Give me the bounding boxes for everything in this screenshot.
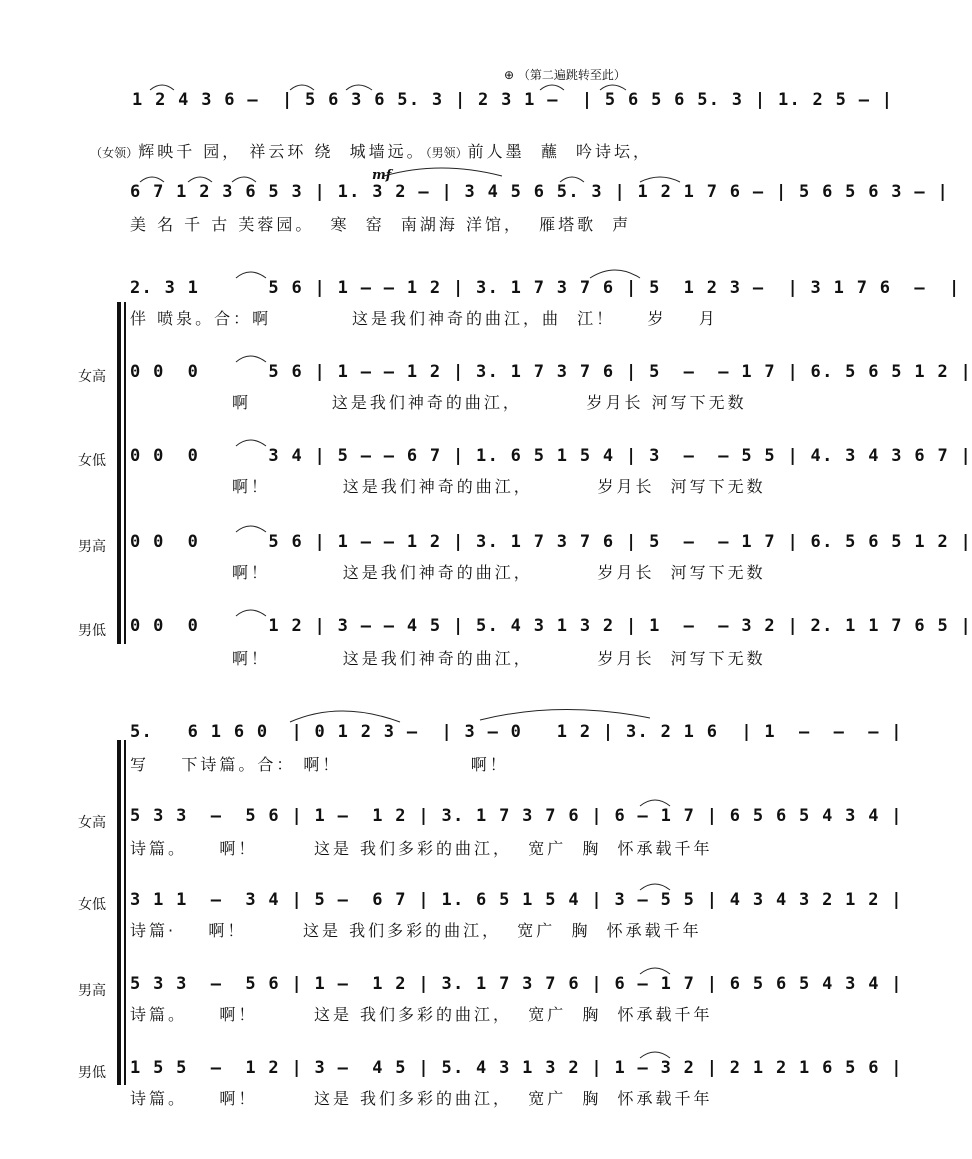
section3-alto-lyrics: 啊！ 这是我们神奇的曲江， 岁月长 河写下无数 (232, 477, 766, 496)
section4-soprano-lyrics: 诗篇。 啊！ 这是 我们多彩的曲江， 宽广 胸 怀承载千年 (130, 839, 713, 858)
dynamic-mf: mf (372, 168, 392, 183)
section4-tenor-notes: 5 3 3 – 5 6 | 1 – 1 2 | 3. 1 7 3 7 6 | 6 – 1 7 | 6 5 6 5 4 3 4 | (130, 974, 903, 994)
part-label-alto: 女低 (78, 453, 106, 469)
part-label-tenor: 男高 (78, 539, 106, 555)
part-label-tenor-2: 男高 (78, 983, 106, 999)
part-label-alto-2: 女低 (78, 897, 106, 913)
section3-bass-lyrics: 啊！ 这是我们神奇的曲江， 岁月长 河写下无数 (232, 649, 766, 668)
section2-notes: 6 7 1 2 3 6 5 3 | 1. 3 2 – | 3 4 5 6 5. 3 | 1 2 1 7 6 – | 5 6 5 6 3 – | (130, 182, 949, 202)
part-label-bass: 男低 (78, 623, 106, 639)
section3-lead-notes: 2. 3 1 5 6 | 1 – – 1 2 | 3. 1 7 3 7 6 | 5 1 2 3 – | 3 1 7 6 – | (130, 278, 961, 298)
section4-lead-lyrics: 写 下诗篇。合： 啊！ 啊！ (130, 755, 509, 774)
section2-lyrics: 美 名 千 古 芙蓉园。 寒 窑 南湖海 洋馆， 雁塔歌 声 (130, 215, 632, 234)
coda-text: （第二遍跳转至此） (517, 68, 626, 82)
section4-bass-notes: 1 5 5 – 1 2 | 3 – 4 5 | 5. 4 3 1 3 2 | 1 – 3 2 | 2 1 2 1 6 5 6 | (130, 1058, 903, 1078)
section4-lead-notes: 5. 6 1 6 0 | 0 1 2 3 – | 3 – 0 1 2 | 3. 2 1 6 | 1 – – – | (130, 722, 903, 742)
section1-lyric-b: 前人墨 蘸 吟诗坛， (467, 142, 652, 161)
male-lead-label: （男领） (425, 146, 468, 160)
part-label-soprano-2: 女高 (78, 815, 106, 831)
section3-bass-notes: 0 0 0 1 2 | 3 – – 4 5 | 5. 4 3 1 3 2 | 1 – – 3 2 | 2. 1 1 7 6 5 | (130, 616, 972, 636)
section3-soprano-lyrics: 啊 这是我们神奇的曲江， 岁月长 河写下无数 (232, 393, 747, 412)
section3-tenor-notes: 0 0 0 5 6 | 1 – – 1 2 | 3. 1 7 3 7 6 | 5 – – 1 7 | 6. 5 6 5 1 2 | (130, 532, 972, 552)
section3-tenor-lyrics: 啊！ 这是我们神奇的曲江， 岁月长 河写下无数 (232, 563, 766, 582)
section1-lyric-a: 辉映千 园， 祥云环 绕 城墙远。 (138, 142, 426, 161)
section4-soprano-notes: 5 3 3 – 5 6 | 1 – 1 2 | 3. 1 7 3 7 6 | 6 – 1 7 | 6 5 6 5 4 3 4 | (130, 806, 903, 826)
section3-alto-notes: 0 0 0 3 4 | 5 – – 6 7 | 1. 6 5 1 5 4 | 3 – – 5 5 | 4. 3 4 3 6 7 | (130, 446, 972, 466)
section4-alto-notes: 3 1 1 – 3 4 | 5 – 6 7 | 1. 6 5 1 5 4 | 3 – 5 5 | 4 3 4 3 2 1 2 | (130, 890, 903, 910)
female-lead-label: （女领） (90, 146, 139, 160)
section4-tenor-lyrics: 诗篇。 啊！ 这是 我们多彩的曲江， 宽广 胸 怀承载千年 (130, 1005, 713, 1024)
section4-bass-lyrics: 诗篇。 啊！ 这是 我们多彩的曲江， 宽广 胸 怀承载千年 (130, 1089, 713, 1108)
coda-icon: ⊕ (504, 68, 515, 82)
section3-soprano-notes: 0 0 0 5 6 | 1 – – 1 2 | 3. 1 7 3 7 6 | 5 – – 1 7 | 6. 5 6 5 1 2 | (130, 362, 972, 382)
section1-notes: 1 2 4 3 6 – | 5 6 3 6 5. 3 | 2 3 1 – | 5 6 5 6 5. 3 | 1. 2 5 – | (132, 90, 894, 110)
section3-lead-lyrics: 伴 喷泉。合：啊 这是我们神奇的曲江，曲 江！ 岁 月 (130, 309, 718, 328)
part-label-bass-2: 男低 (78, 1065, 106, 1081)
part-label-soprano: 女高 (78, 369, 106, 385)
section4-alto-lyrics: 诗篇· 啊！ 这是 我们多彩的曲江， 宽广 胸 怀承载千年 (130, 921, 702, 940)
